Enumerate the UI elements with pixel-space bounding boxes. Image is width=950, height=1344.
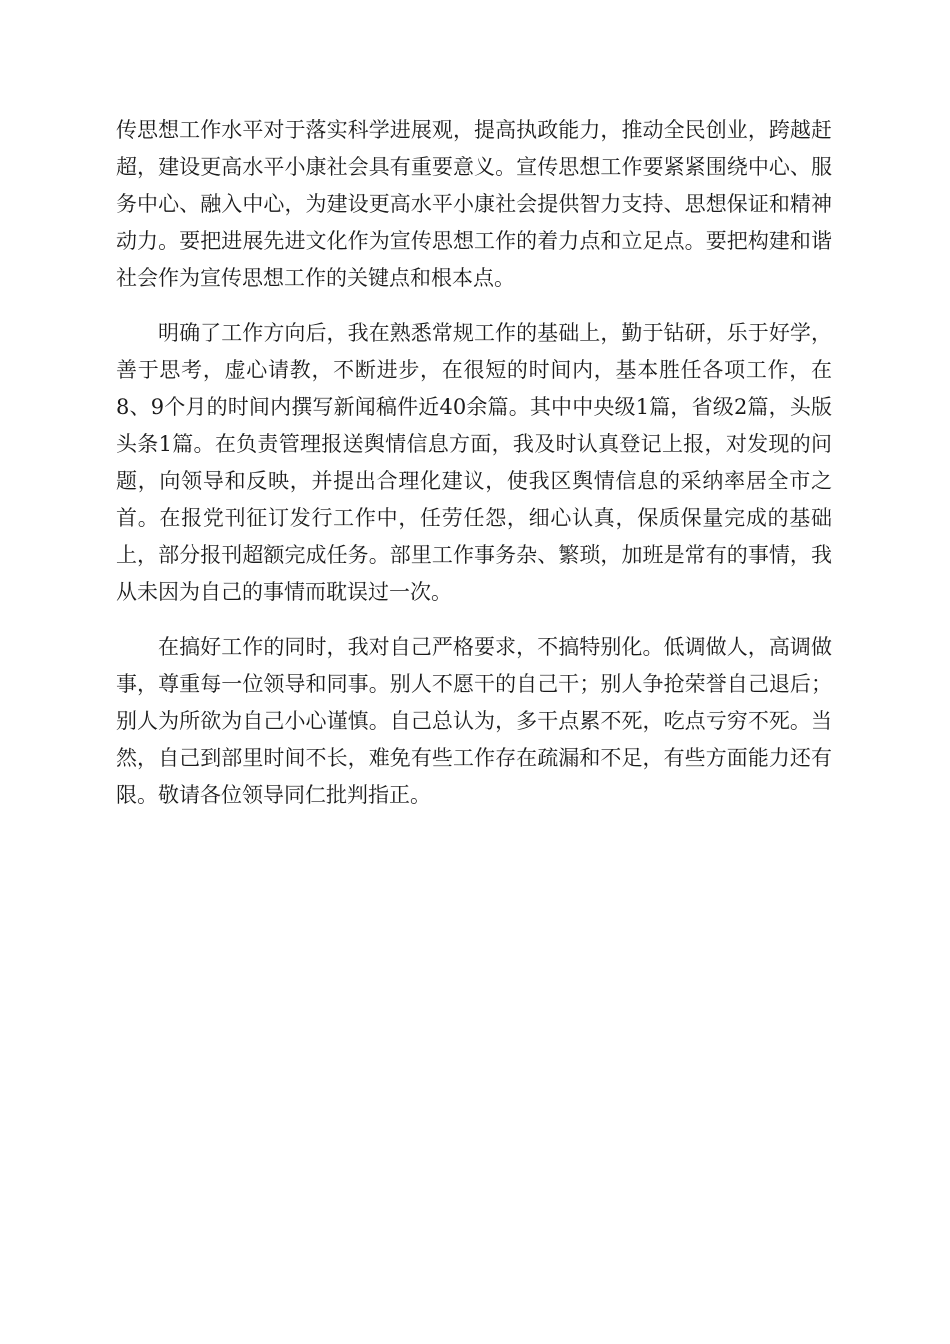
paragraph-3: 在搞好工作的同时，我对自己严格要求，不搞特别化。低调做人，高调做事，尊重每一位领导和同事。别人不愿干的自己干；别人争抢荣誉自己退后；别人为所欲为自己小心谨慎。自己总认为，多干点累不死，吃点亏穷不死。当然，自己到部里时间不长，难免有些工作存在疏漏和不足，有些方面能力还有限。敬请各位领导同仁批判指正。	[116, 635, 832, 807]
paragraph-1: 传思想工作水平对于落实科学进展观，提高执政能力，推动全民创业，跨越赶超，建设更高水平小康社会具有重要意义。宣传思想工作要紧紧围绕中心、服务中心、融入中心，为建设更高水平小康社会提供智力支持、思想保证和精神动力。要把进展先进文化作为宣传思想工作的着力点和立足点。要把构建和谐社会作为宣传思想工作的关键点和根本点。	[116, 118, 832, 290]
document-page	[116, 112, 832, 832]
paragraph-2: 明确了工作方向后，我在熟悉常规工作的基础上，勤于钻研，乐于好学，善于思考，虚心请教，不断进步，在很短的时间内，基本胜任各项工作，在8、9个月的时间内撰写新闻稿件近40余篇。其中中央级1篇，省级2篇，头版头条1篇。在负责管理报送舆情信息方面，我及时认真登记上报，对发现的问题，向领导和反映，并提出合理化建议，使我区舆情信息的采纳率居全市之首。在报党刊征订发行工作中，任劳任怨，细心认真，保质保量完成的基础上，部分报刊超额完成任务。部里工作事务杂、繁琐，加班是常有的事情，我从未因为自己的事情而耽误过一次。	[116, 321, 832, 604]
